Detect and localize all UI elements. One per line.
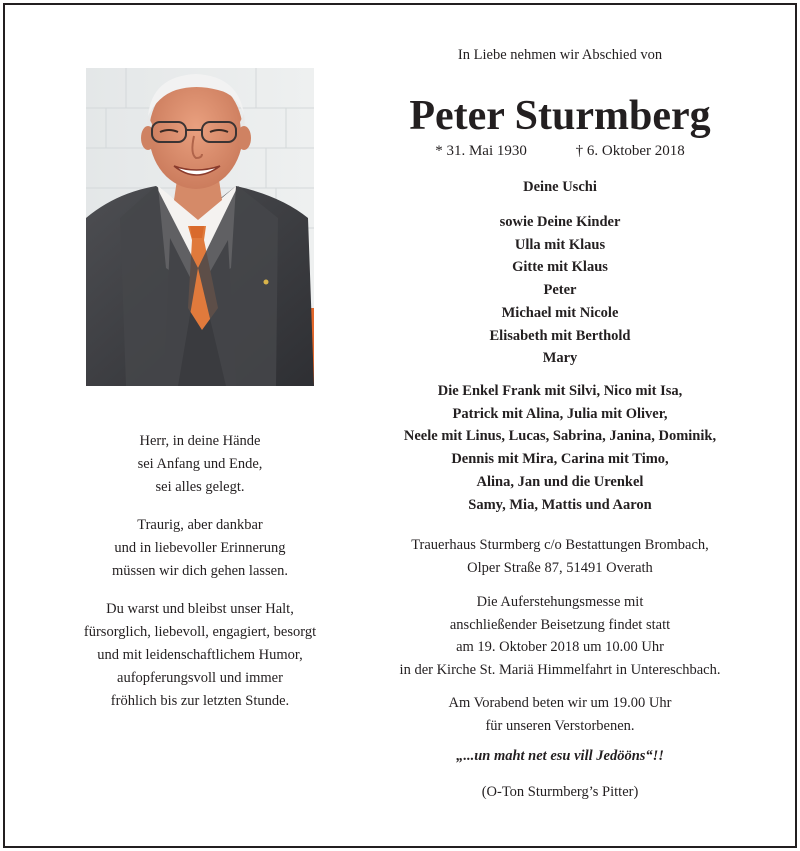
verse-3 <box>70 598 330 713</box>
evening-prayer-info <box>360 692 760 737</box>
verse-1 <box>70 430 330 499</box>
grandchildren-line: Samy, Mia, Mattis und Aaron <box>468 496 652 513</box>
verse-line: aufopferungsvoll und immer <box>117 670 283 686</box>
mass-line: Die Auferstehungsmesse mit <box>476 594 644 610</box>
children-line: sowie Deine Kinder <box>499 214 621 230</box>
mass-line: in der Kirche St. Mariä Himmelfahrt in Untereschbach. <box>399 661 721 678</box>
children-line: Peter <box>543 282 577 299</box>
verse-line: und mit leidenschaftlichem Humor, <box>97 647 303 663</box>
children-line: Michael mit Nicole <box>501 304 619 321</box>
evening-line: Am Vorabend beten wir um 19.00 Uhr <box>448 695 672 711</box>
intro-text: In Liebe nehmen wir Abschied von <box>457 47 663 63</box>
verse-line: sei alles gelegt. <box>155 479 245 495</box>
quote-source: (O-Ton Sturmberg’s Pitter) <box>481 784 639 800</box>
portrait-illustration <box>86 68 314 386</box>
children-line: Ulla mit Klaus <box>514 236 606 253</box>
verse-2 <box>70 514 330 583</box>
address-line: Olper Straße 87, 51491 Overath <box>467 559 653 576</box>
mass-line: anschließender Beisetzung findet statt <box>449 616 671 633</box>
verse-line: Du warst und bleibst unser Halt, <box>106 601 294 617</box>
life-dates <box>360 143 760 160</box>
verse-line: müssen wir dich gehen lassen. <box>112 563 288 579</box>
verse-line: und in liebevoller Erinnerung <box>114 540 286 556</box>
deceased-name: Peter Sturmberg <box>409 93 711 139</box>
grandchildren-line: Dennis mit Mira, Carina mit Timo, <box>451 451 669 468</box>
address-line: Trauerhaus Sturmberg c/o Bestattungen Brombach, <box>411 537 709 553</box>
grandchildren-list <box>360 380 760 516</box>
grandchildren-line: Patrick mit Alina, Julia mit Oliver, <box>452 405 668 422</box>
mourning-address <box>360 534 760 579</box>
quote: „...un maht net esu vill Jedööns“!! <box>456 748 664 764</box>
grandchildren-line: Die Enkel Frank mit Silvi, Nico mit Isa, <box>437 383 683 399</box>
verse-line: Herr, in deine Hände <box>139 433 261 449</box>
evening-line: für unseren Verstorbenen. <box>485 717 635 734</box>
death-date: † 6. Oktober 2018 <box>575 143 685 159</box>
grandchildren-line: Alina, Jan und die Urenkel <box>476 473 644 490</box>
verses <box>70 430 330 728</box>
grandchildren-line: Neele mit Linus, Lucas, Sabrina, Janina, Dominik, <box>403 428 717 445</box>
verse-line: sei Anfang und Ende, <box>137 456 263 472</box>
mass-line: am 19. Oktober 2018 um 10.00 Uhr <box>456 639 664 655</box>
children-list <box>360 211 760 370</box>
children-line: Elisabeth mit Berthold <box>489 327 631 344</box>
children-line: Gitte mit Klaus <box>512 259 608 276</box>
verse-line: fürsorglich, liebevoll, engagiert, besorgt <box>83 624 317 640</box>
verse-line: fröhlich bis zur letzten Stunde. <box>110 693 290 709</box>
portrait-photo <box>86 68 314 386</box>
funeral-mass-info <box>360 591 760 681</box>
birth-date: * 31. Mai 1930 <box>435 143 527 159</box>
verse-line: Traurig, aber dankbar <box>137 517 263 533</box>
children-line: Mary <box>542 350 578 367</box>
spouse: Deine Uschi <box>523 179 597 195</box>
